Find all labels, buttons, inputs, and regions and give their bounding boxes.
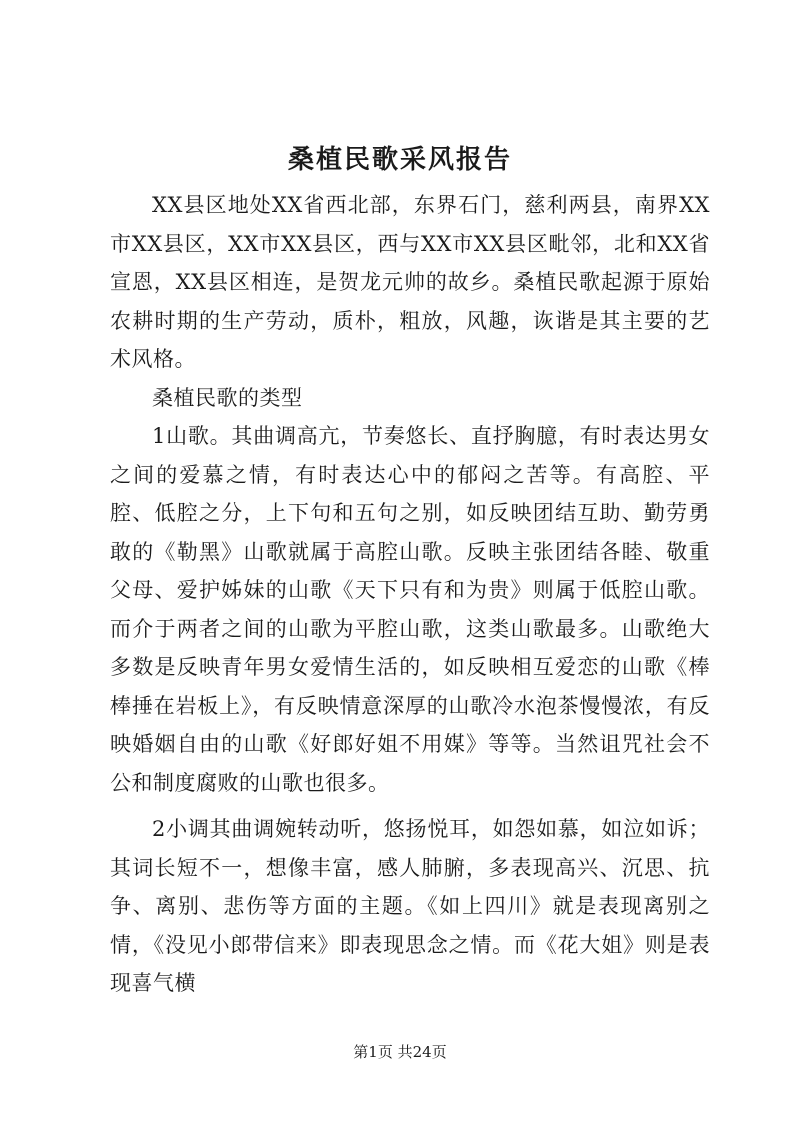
paragraph-minor-tunes: 2小调其曲调婉转动听，悠扬悦耳，如怨如慕，如泣如诉；其词长短不一，想像丰富，感人肺腑，多表现高兴、沉思、抗争、离别、悲伤等方面的主题。《如上四川》就是表现离别之情，《没见小郎带信来》即表现思念之情。而《花大姐》则是表现喜气横 [110, 817, 710, 995]
document-body [110, 186, 710, 1003]
page-footer: 第1页 共24页 [353, 1043, 447, 1061]
paragraph-mountain-songs: 1山歌。其曲调高亢，节奏悠长、直抒胸臆，有时表达男女之间的爱慕之情，有时表达心中的郁闷之苦等。有高腔、平腔、低腔之分，上下句和五句之别，如反映团结互助、勤劳勇敢的《勒黑》山歌就属于高腔山歌。反映主张团结各睦、敬重父母、爱护姊妹的山歌《天下只有和为贵》则属于低腔山歌。而介于两者之间的山歌为平腔山歌，这类山歌最多。山歌绝大多数是反映青年男女爱情生活的，如反映相互爱恋的山歌《棒棒捶在岩板上》，有反映情意深厚的山歌冷水泡茶慢慢浓，有反映婚姻自由的山歌《好郎好姐不用媒》等等。当然诅咒社会不公和制度腐败的山歌也很多。 [110, 424, 710, 795]
paragraph-intro: XX县区地处XX省西北部，东界石门，慈利两县，南界XX市XX县区，XX市XX县区，西与XX市XX县区毗邻，北和XX省宣恩，XX县区相连，是贺龙元帅的故乡。桑植民歌起源于原始农耕时期的生产劳动，质朴，粗放，风趣，诙谐是其主要的艺术风格。 [110, 193, 710, 371]
document-title: 桑植民歌采风报告 [287, 145, 512, 175]
section-heading-types: 桑植民歌的类型 [152, 385, 303, 410]
